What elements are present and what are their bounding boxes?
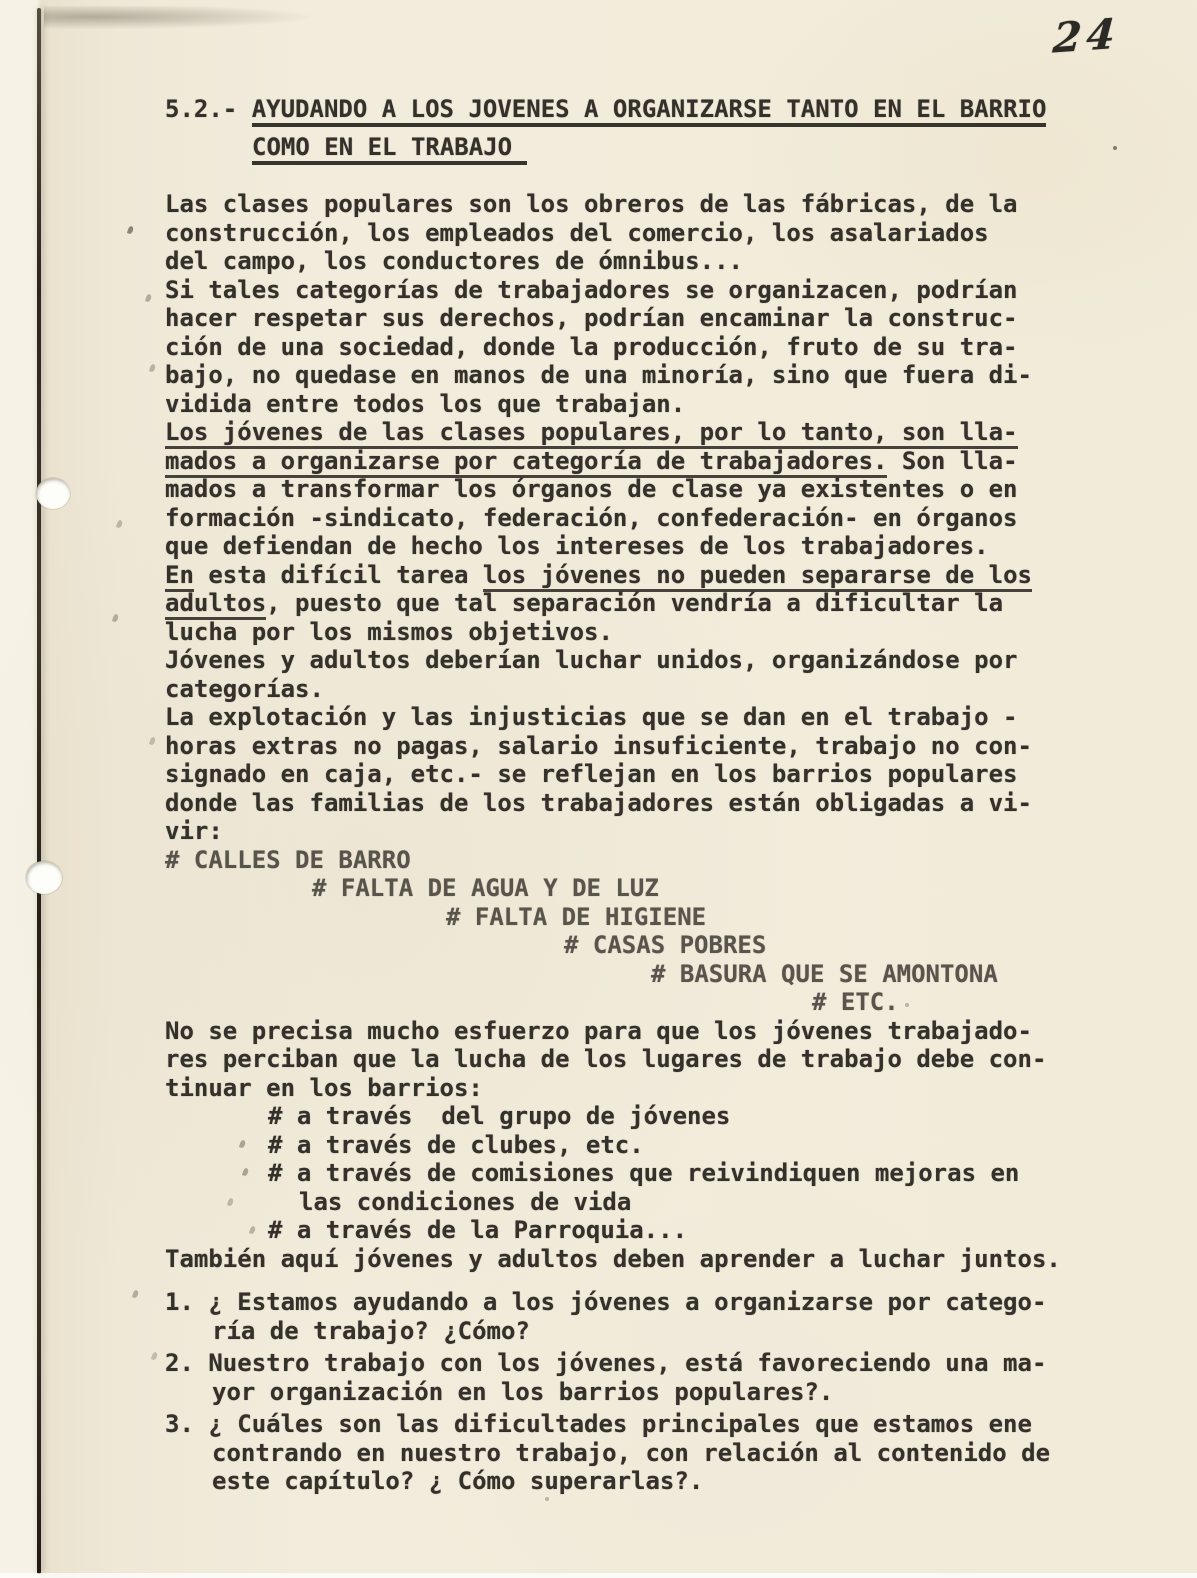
text-line: 1. ¿ Estamos ayudando a los jóvenes a organizarse por catego-: [165, 1288, 1047, 1316]
handwritten-page-number: 24: [1051, 9, 1122, 63]
text-line: # FALTA DE HIGIENE: [446, 902, 707, 931]
text-line: tinuar en los barrios:: [165, 1073, 483, 1102]
text-line: # FALTA DE AGUA Y DE LUZ: [312, 874, 659, 902]
page-edge-line: [37, 8, 41, 1574]
punch-hole: [26, 861, 62, 894]
text-line: vir:: [165, 817, 223, 845]
text-line: del campo, los conductores de ómnibus...: [165, 247, 743, 275]
text-line: lucha por los mismos objetivos.: [165, 617, 613, 646]
text-line: ría de trabajo? ¿Cómo?: [212, 1316, 530, 1345]
text-line: Jóvenes y adultos deberían luchar unidos, organizándose por: [165, 646, 1018, 674]
text-line: res perciban que la lucha de los lugares de trabajo debe con-: [165, 1045, 1047, 1073]
text-line: # CASAS POBRES: [564, 931, 767, 959]
typewritten-text: [165, 95, 1183, 1496]
text-line: donde las familias de los trabajadores están obligadas a vi-: [165, 788, 1032, 817]
text-line: adultos, puesto que tal separación vendría a dificultar la: [165, 589, 1183, 618]
text-line: mados a transformar los órganos de clase ya existentes o en: [165, 475, 1018, 503]
text-line: horas extras no pagas, salario insuficiente, trabajo no con-: [165, 731, 1032, 760]
scan-smudge: [44, 6, 324, 30]
text-line: categorías.: [165, 674, 324, 703]
text-line: contrando en nuestro trabajo, con relación al contenido de: [212, 1438, 1051, 1467]
text-line: vidida entre todos los que trabajan.: [165, 389, 686, 418]
text-line: # a través del grupo de jóvenes: [268, 1102, 731, 1130]
text-line: bajo, no quedase en manos de una minoría, sino que fuera di-: [165, 361, 1032, 389]
text-line: este capítulo? ¿ Cómo superarlas?.: [212, 1467, 704, 1495]
text-line: ción de una sociedad, donde la producción, fruto de su tra-: [165, 332, 1018, 361]
text-line: # a través de comisiones que reivindiquen mejoras en: [268, 1159, 1020, 1187]
text-line: # a través de la Parroquia...: [268, 1216, 688, 1244]
text-line: hacer respetar sus derechos, podrían encaminar la construc-: [165, 304, 1018, 332]
text-line: Las clases populares son los obreros de las fábricas, de la: [165, 190, 1018, 218]
text-line: 2. Nuestro trabajo con los jóvenes, está favoreciendo una ma-: [165, 1349, 1047, 1377]
text-line: Si tales categorías de trabajadores se organizacen, podrían: [165, 275, 1018, 304]
text-line: signado en caja, etc.- se reflejan en los barrios populares: [165, 760, 1018, 788]
text-line: 5.2.- AYUDANDO A LOS JOVENES A ORGANIZARSE TANTO EN EL BARRIO: [165, 95, 1183, 124]
text-line: # CALLES DE BARRO: [165, 845, 411, 874]
text-line: En esta difícil tarea los jóvenes no pueden separarse de los: [165, 561, 1183, 590]
text-line: mados a organizarse por categoría de trabajadores. Son lla-: [165, 447, 1183, 476]
text-line: construcción, los empleados del comercio, los asalariados: [165, 218, 989, 247]
text-line: No se precisa mucho esfuerzo para que los jóvenes trabajado-: [165, 1016, 1032, 1045]
scan-bottom-edge: [0, 1573, 1197, 1578]
text-line: las condiciones de vida: [299, 1187, 632, 1216]
text-line: La explotación y las injusticias que se dan en el trabajo -: [165, 703, 1018, 731]
text-line: # a través de clubes, etc.: [268, 1130, 644, 1159]
text-line: COMO EN EL TRABAJO: [252, 133, 1183, 162]
text-line: formación -sindicato, federación, confederación- en órganos: [165, 503, 1018, 532]
text-line: yor organización en los barrios populares?.: [212, 1377, 834, 1406]
text-line: # BASURA QUE SE AMONTONA: [651, 959, 998, 988]
text-line: 3. ¿ Cuáles son las dificultades principales que estamos ene: [165, 1410, 1032, 1438]
text-line: Los jóvenes de las clases populares, por lo tanto, son lla-: [165, 418, 1183, 447]
punch-hole: [36, 478, 70, 509]
text-line: que defiendan de hecho los intereses de los trabajadores.: [165, 532, 989, 560]
text-line: # ETC.: [812, 988, 899, 1016]
text-line: También aquí jóvenes y adultos deben aprender a luchar juntos.: [165, 1244, 1061, 1273]
